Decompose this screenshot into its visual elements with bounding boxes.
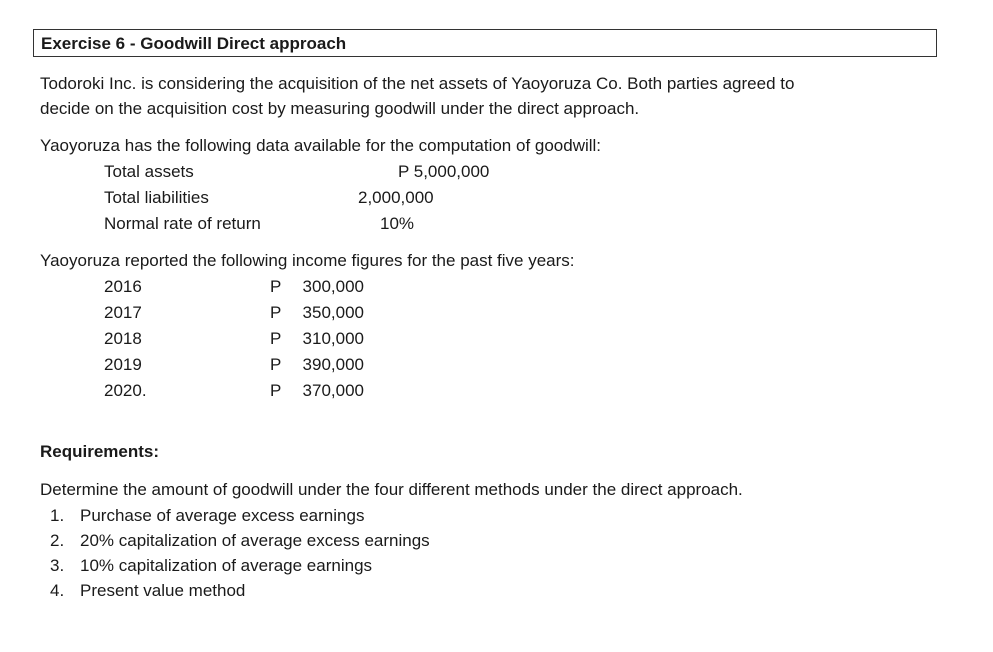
income-row [104, 355, 142, 375]
income-amount-cell [270, 355, 364, 375]
exercise-title: Exercise 6 - Goodwill Direct approach [41, 34, 347, 53]
intro-line-2: decide on the acquisition cost by measuring goodwill under the direct approach. [40, 99, 640, 118]
income-year: 2019 [104, 355, 142, 374]
income-row [104, 303, 142, 323]
requirement-text: Present value method [80, 581, 246, 600]
income-amount: 390,000 [302, 355, 364, 374]
peso-sign: P [270, 277, 282, 296]
requirement-number: 4. [50, 581, 65, 600]
requirement-text: 10% capitalization of average earnings [80, 556, 373, 575]
data-label-total-assets: Total assets [104, 162, 194, 181]
data-label-total-liabilities: Total liabilities [104, 188, 209, 207]
data-value-total-liabilities: 2,000,000 [358, 188, 434, 207]
data-label-normal-rate: Normal rate of return [104, 214, 261, 233]
requirements-title: Requirements: [40, 442, 160, 461]
income-year: 2017 [104, 303, 142, 322]
requirement-item [50, 556, 372, 576]
income-amount: 310,000 [302, 329, 364, 348]
income-row [104, 329, 142, 349]
requirement-item [50, 506, 364, 526]
income-row [104, 277, 142, 297]
income-amount-cell [270, 303, 364, 323]
peso-sign: P [270, 355, 282, 374]
peso-sign: P [270, 329, 282, 348]
income-row [104, 381, 147, 401]
requirement-text: Purchase of average excess earnings [80, 506, 365, 525]
income-intro: Yaoyoruza reported the following income figures for the past five years: [40, 251, 575, 270]
peso-sign: P [270, 381, 282, 400]
requirement-number: 1. [50, 506, 65, 525]
peso-sign: P [270, 303, 282, 322]
requirements-intro: Determine the amount of goodwill under the four different methods under the direct approach. [40, 480, 743, 499]
data-intro: Yaoyoruza has the following data available for the computation of goodwill: [40, 136, 602, 155]
requirement-item [50, 581, 245, 601]
income-amount-cell [270, 277, 364, 297]
income-amount: 300,000 [302, 277, 364, 296]
income-year: 2018 [104, 329, 142, 348]
data-value-normal-rate: 10% [380, 214, 415, 233]
intro-line-1: Todoroki Inc. is considering the acquisition of the net assets of Yaoyoruza Co. Both parties agreed to [40, 74, 795, 93]
requirement-number: 2. [50, 531, 65, 550]
income-amount: 370,000 [302, 381, 364, 400]
requirement-item [50, 531, 430, 551]
exercise-title-box [33, 29, 937, 57]
data-value-total-assets: P 5,000,000 [398, 162, 490, 181]
requirement-number: 3. [50, 556, 65, 575]
income-amount-cell [270, 381, 364, 401]
income-year: 2020. [104, 381, 147, 400]
income-amount: 350,000 [302, 303, 364, 322]
income-year: 2016 [104, 277, 142, 296]
income-amount-cell [270, 329, 364, 349]
requirement-text: 20% capitalization of average excess earnings [80, 531, 430, 550]
